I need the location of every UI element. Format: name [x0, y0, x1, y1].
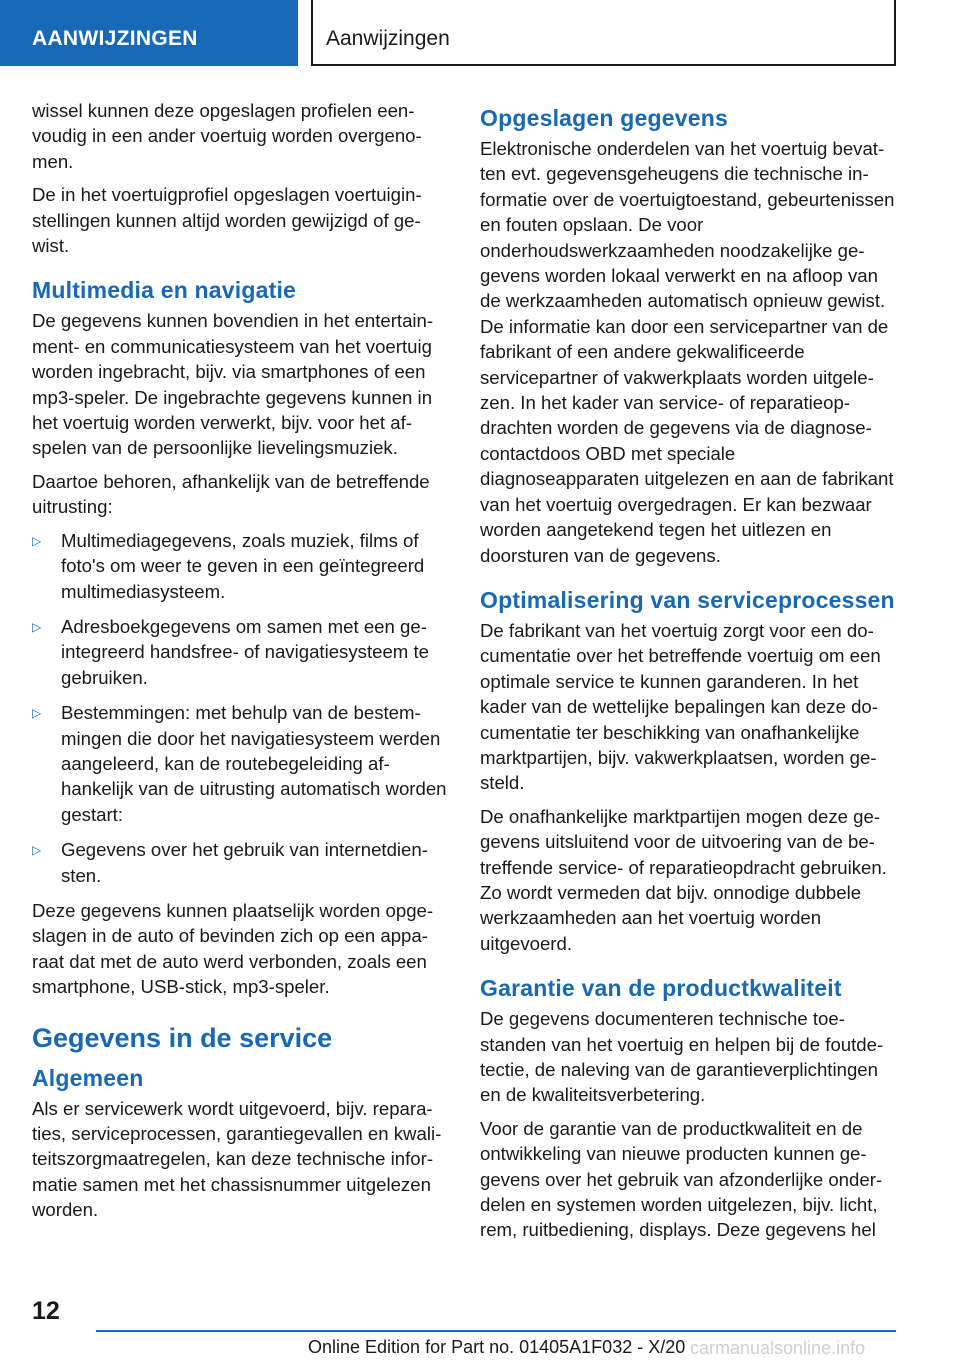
left-column	[32, 98, 450, 1231]
footer-edition: Online Edition for Part no. 01405A1F032 - X/20	[308, 1337, 686, 1357]
heading-service: Gegevens in de service	[32, 1022, 333, 1053]
list-item	[32, 528, 450, 604]
list-item-text: Adresboekgegevens om samen met een geintegreerd handsfree- of navigatiesysteem te gebruiken.	[61, 615, 429, 688]
right-column	[480, 104, 898, 1251]
heading-opgeslagen: Opgeslagen gegevens	[480, 105, 728, 131]
list-item-text: Gegevens over het gebruik van internetdiensten.	[61, 839, 428, 886]
paragraph: De onafhankelijke marktpartijen mogen deze gegevens uitsluitend voor de uitvoering van de betreffende service- of reparatieopdracht gebruiken. Zo wordt vermeden dat bijv. onnodige dubbele werkzaamheden aan het voertuig worden uitgevoerd.	[480, 805, 887, 954]
heading-optimalisering: Optimalisering van serviceprocessen	[480, 586, 895, 613]
header-divider-right	[894, 0, 896, 66]
header-divider-left	[311, 0, 313, 66]
list-item-text: Bestemmingen: met behulp van de bestemmingen die door het navigatiesysteem werden aangeleerd, kan de routebegeleiding afhankelijk van de uitrusting automatisch worden gestart:	[61, 702, 447, 825]
page-number: 12	[32, 1297, 60, 1325]
list-item	[32, 837, 450, 888]
section-tab: AANWIJZINGEN	[0, 0, 298, 66]
triangle-bullet-icon: ▷	[32, 533, 42, 548]
paragraph: De in het voertuigprofiel opgeslagen voertuiginstellingen kunnen altijd worden gewijzigd of gewist.	[32, 184, 422, 257]
heading-garantie: Garantie van de productkwaliteit	[480, 975, 842, 1002]
paragraph: Daartoe behoren, afhankelijk van de betreffende uitrusting:	[32, 470, 430, 518]
footer-divider	[96, 1330, 896, 1332]
paragraph: De gegevens kunnen bovendien in het entertainment- en communicatiesysteem van het voertuig worden ingebracht, bijv. via smartphones of een mp3-speler. De ingebrachte gegevens kunnen in het voertuig worden verwerkt, bijv. voor het afspelen van de persoonlijke lievelingsmuziek.	[32, 310, 434, 459]
triangle-bullet-icon: ▷	[32, 706, 42, 721]
paragraph: Voor de garantie van de productkwaliteit en de ontwikkeling van nieuwe producten kunnen gegevens over het gebruik van afzonderlijke onderdelen en systemen worden uitgelezen, bijv. licht, rem, ruitbediening, displays. Deze gegevens hel	[480, 1117, 883, 1241]
paragraph: wissel kunnen deze opgeslagen profielen eenvoudig in een ander voertuig worden overgenomen.	[32, 100, 422, 172]
list-item	[32, 614, 450, 690]
watermark: carmanualsonline.info	[690, 1338, 866, 1358]
heading-multimedia: Multimedia en navigatie	[32, 277, 297, 304]
paragraph: Als er servicewerk wordt uitgevoerd, bijv. reparaties, serviceprocessen, garantiegevallen en kwaliteitszorgmaatregelen, kan deze technische informatie samen met het chassisnummer uitgelezen worden.	[32, 1097, 442, 1221]
bullet-list	[32, 528, 450, 888]
paragraph: Deze gegevens kunnen plaatselijk worden opgeslagen in de auto of bevinden zich op een apparaat dat met de auto werd verbonden, zoals een smartphone, USB-stick, mp3-speler.	[32, 899, 434, 998]
triangle-bullet-icon: ▷	[32, 619, 42, 634]
header-divider-bottom	[311, 64, 896, 66]
paragraph: De gegevens documenteren technische toestanden van het voertuig en helpen bij de foutdetectie, de naleving van de garantieverplichtingen en de kwaliteitsverbetering.	[480, 1008, 884, 1106]
list-item	[32, 700, 450, 827]
triangle-bullet-icon: ▷	[32, 843, 42, 858]
paragraph: De fabrikant van het voertuig zorgt voor een documentatie over het betreffende voertuig om een optimale service te kunnen garanderen. In het kader van de wettelijke bepalingen kan deze documentatie ter beschikking van onafhankelijke marktpartijen, bijv. vakwerkplaatsen, worden gesteld.	[480, 619, 881, 794]
header-title: Aanwijzingen	[326, 27, 450, 50]
heading-algemeen: Algemeen	[32, 1064, 144, 1091]
paragraph: Elektronische onderdelen van het voertuig bevatten evt. gegevensgeheugens die technische informatie over de voertuigtoestand, gebeurtenissen en fouten opslaan. De voor onderhoudswerkzaamheden noodzakelijke gegevens worden lokaal verwerkt en na afloop van de werkzaamheden automatisch opnieuw gewist. De informatie kan door een servicepartner van de fabrikant of een andere gekwalificeerde servicepartner of vakwerkplaats worden uitgelezen. In het kader van service- of reparatieopdrachten worden de gegevens via de diagnosecontactdoos OBD met speciale diagnoseapparaten uitgelezen en aan de fabrikant van het voertuig overgedragen. Er kan bezwaar worden aangetekend tegen het uitlezen en doorsturen van de gegevens.	[480, 138, 895, 566]
page-header	[0, 0, 960, 66]
list-item-text: Multimediagegevens, zoals muziek, films of foto's om weer te geven in een geïntegreerd multimediasysteem.	[61, 529, 425, 602]
